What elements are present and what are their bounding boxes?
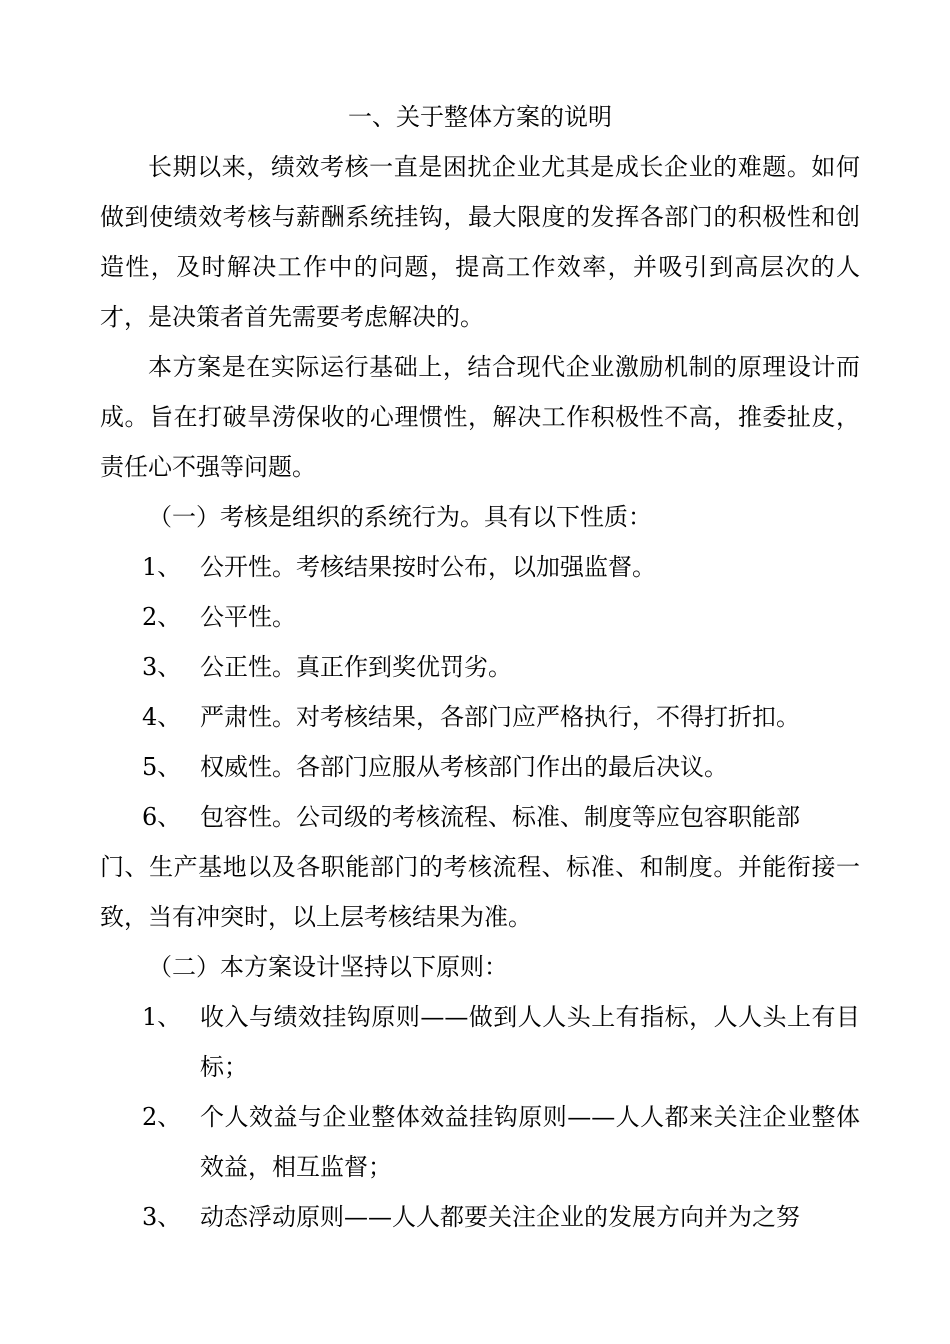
list-item-text: 权威性。各部门应服从考核部门作出的最后决议。 [200,753,728,781]
list-item-text: 收入与绩效挂钩原则——做到人人头上有指标，人人头上有目标； [200,1003,860,1081]
list-item-number: 2、 [142,1103,182,1131]
list-item [142,692,860,742]
section-title: 一、关于整体方案的说明 [348,103,612,131]
list-item [142,1192,860,1242]
list-item-continuation: 门、生产基地以及各职能部门的考核流程、标准、和制度。并能衔接一致，当有冲突时，以上层考核结果为准。 [100,853,860,931]
list-item-text: 严肃性。对考核结果，各部门应严格执行，不得打折扣。 [200,703,800,731]
list-item [142,542,860,592]
list-item [142,742,860,792]
purpose-paragraph: 本方案是在实际运行基础上，结合现代企业激励机制的原理设计而成。旨在打破旱涝保收的心理惯性，解决工作积极性不高，推委扯皮，责任心不强等问题。 [100,353,860,481]
list-item-text: 动态浮动原则——人人都要关注企业的发展方向并为之努 [200,1203,800,1231]
list-item-text: 公平性。 [200,603,296,631]
list-item-number: 6、 [142,803,182,831]
list-item [142,792,860,842]
list-item [142,592,860,642]
list-item-number: 2、 [142,603,182,631]
list-item-text: 包容性。公司级的考核流程、标准、制度等应包容职能部 [200,803,800,831]
list-item-number: 5、 [142,753,182,781]
list-item-number: 3、 [142,1203,182,1231]
list-item-number: 1、 [142,553,182,581]
intro-paragraph: 长期以来，绩效考核一直是困扰企业尤其是成长企业的难题。如何做到使绩效考核与薪酬系统挂钩，最大限度的发挥各部门的积极性和创造性，及时解决工作中的问题，提高工作效率，并吸引到高层次的人才，是决策者首先需要考虑解决的。 [100,153,860,331]
list-item-text: 公开性。考核结果按时公布，以加强监督。 [200,553,656,581]
subsection-heading-1: （一）考核是组织的系统行为。具有以下性质： [148,503,652,531]
list-item-text: 个人效益与企业整体效益挂钩原则——人人都来关注企业整体效益，相互监督； [200,1103,860,1181]
list-item-number: 4、 [142,703,182,731]
list-item-number: 1、 [142,1003,182,1031]
list-item [142,992,860,1092]
list-item-text: 公正性。真正作到奖优罚劣。 [200,653,512,681]
list-item [142,1092,860,1192]
subsection-heading-2: （二）本方案设计坚持以下原则： [148,953,508,981]
list-item [142,642,860,692]
list-item-number: 3、 [142,653,182,681]
